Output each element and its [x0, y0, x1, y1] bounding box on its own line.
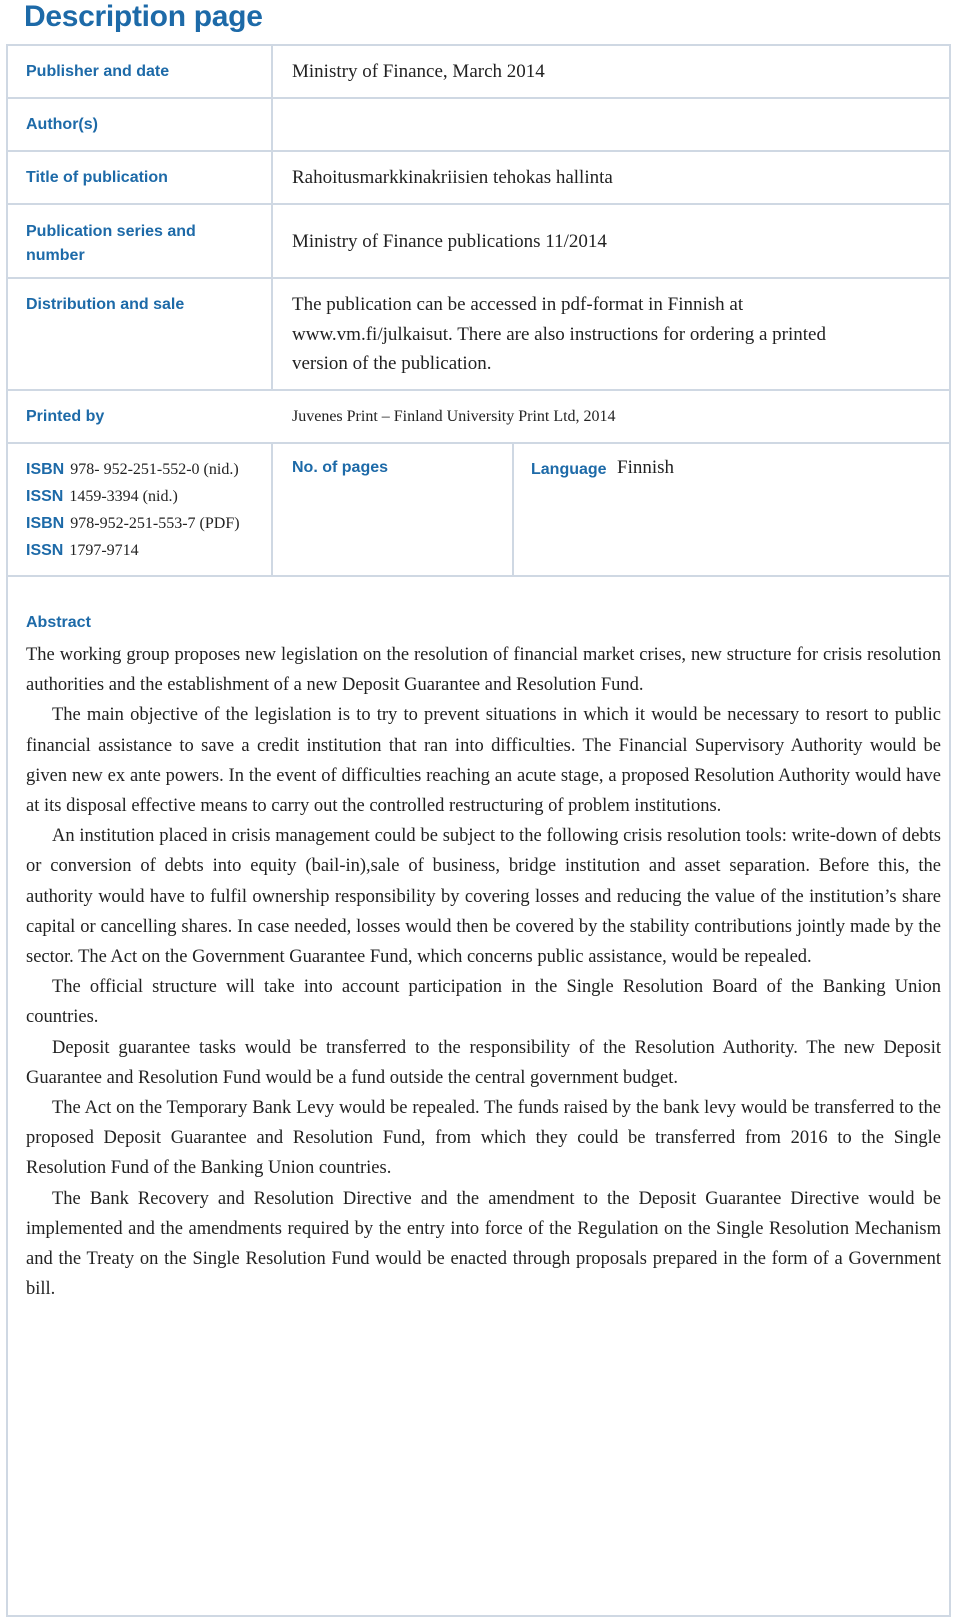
identifier-isbn-pdf [26, 510, 240, 538]
abstract-paragraph: The main objective of the legislation is to try to prevent situations in which it would be necessary to resort to public financial assistance to save a credit institution that ran into difficulties. The Financial Supervisory Authority would be given new ex ante powers. In the event of difficulties reaching an acute stage, a proposed Resolution Authority would have at its disposal effective means to carry out the controlled restructuring of problem institutions. [26, 705, 941, 817]
identifier-isbn-print [26, 456, 239, 484]
title-label: Title of publication [26, 169, 168, 186]
identifier-value: 978- 952-251-552-0 (nid.) [70, 461, 239, 478]
series-label: Publication series and number [26, 223, 196, 264]
abstract-paragraph: Deposit guarantee tasks would be transferred to the responsibility of the Resolution Authority. The new Deposit Guarantee and Resolution Fund would be a fund outside the central government budget. [26, 1037, 941, 1088]
abstract-paragraph: The official structure will take into account participation in the Single Resolution Board of the Banking Union countries. [26, 977, 941, 1028]
identifier-value: 1459-3394 (nid.) [69, 488, 178, 505]
series-value: Ministry of Finance publications 11/2014 [292, 231, 607, 252]
identifier-key: ISBN [26, 515, 65, 532]
authors-label: Author(s) [26, 116, 98, 133]
row-identifiers [8, 444, 949, 577]
identifier-key: ISBN [26, 461, 65, 478]
identifier-issn-print [26, 483, 178, 511]
row-publisher [8, 46, 949, 99]
publisher-label: Publisher and date [26, 63, 170, 80]
language-value: Finnish [617, 457, 675, 478]
printed-label: Printed by [26, 408, 105, 425]
publisher-value: Ministry of Finance, March 2014 [292, 61, 545, 82]
abstract-paragraph: An institution placed in crisis management could be subject to the following crisis resolution tools: write-down of debts or conversion of debts into equity (bail-in),sale of business, bridge institution and asset separation. Before this, the authority would have to fulfil ownership responsibility by covering losses and reducing the value of the institution’s share capital or cancelling shares. In case needed, losses would then be covered by the stability contributions jointly made by the sector. The Act on the Government Guarantee Fund, which concerns public assistance, would be repealed. [26, 826, 941, 968]
row-authors [8, 99, 949, 152]
row-distribution [8, 279, 949, 391]
identifier-issn-pdf [26, 537, 139, 565]
identifier-key: ISSN [26, 488, 64, 505]
title-value: Rahoitusmarkkinakriisien tehokas hallinta [292, 167, 613, 188]
distribution-value: The publication can be accessed in pdf-format in Finnish at www.vm.fi/julkaisut. There are also instructions for ordering a printed version of the publication. [292, 294, 826, 374]
row-series [8, 205, 949, 279]
identifier-key: ISSN [26, 542, 64, 559]
printed-value: Juvenes Print – Finland University Print Ltd, 2014 [292, 408, 616, 425]
identifier-value: 978-952-251-553-7 (PDF) [70, 515, 240, 532]
description-table [6, 44, 951, 1617]
row-title [8, 152, 949, 205]
row-printed [8, 391, 949, 444]
abstract-paragraph: The Bank Recovery and Resolution Directive and the amendment to the Deposit Guarantee Directive would be implemented and the amendments required by the entry into force of the Regulation on the Single Resolution Mechanism and the Treaty on the Single Resolution Fund would be enacted through proposals prepared in the form of a Government bill. [26, 1188, 941, 1300]
abstract-label: Abstract [26, 614, 91, 631]
abstract-paragraph: The Act on the Temporary Bank Levy would be repealed. The funds raised by the bank levy would be transferred to the proposed Deposit Guarantee and Resolution Fund, from which they could be transferred from 2016 to the Single Resolution Fund of the Banking Union countries. [26, 1098, 941, 1179]
page-title: Description page [24, 0, 263, 33]
language-label: Language [531, 461, 607, 478]
identifier-value: 1797-9714 [69, 542, 139, 559]
abstract-body [26, 640, 941, 1304]
pages-label: No. of pages [292, 459, 389, 476]
distribution-label: Distribution and sale [26, 296, 185, 313]
abstract-paragraph: The working group proposes new legislation on the resolution of financial market crises, new structure for crisis resolution authorities and the establishment of a new Deposit Guarantee and Resolution Fund. [26, 645, 941, 696]
